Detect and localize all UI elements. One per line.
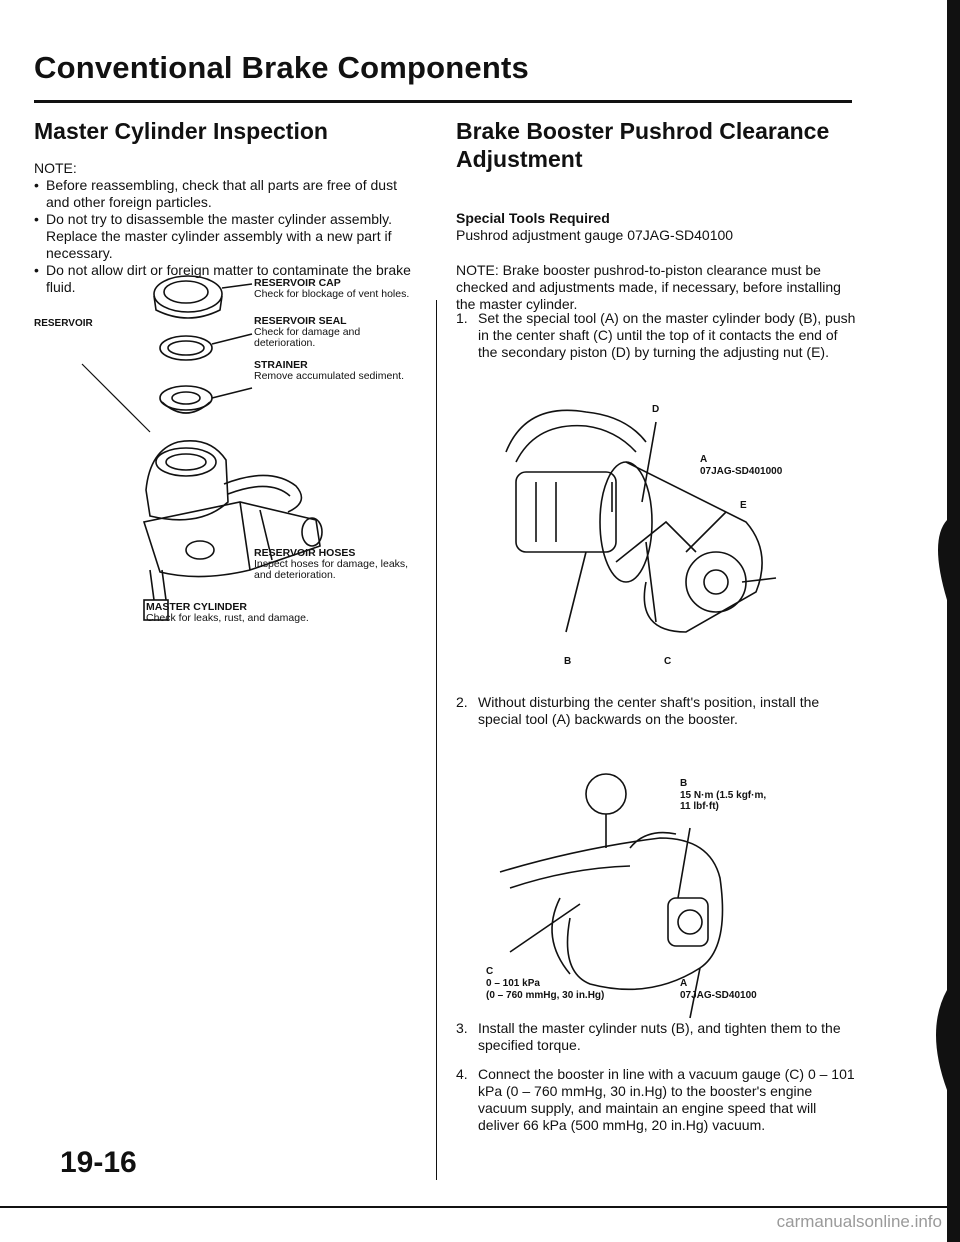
step-text: Connect the booster in line with a vacuum gauge (C) 0 – 101 kPa (0 – 760 mmHg, 30 in.Hg) to the booster's engine vacuum supply, and maintain an engine speed that will deliver 66 kPa (500 mmHg, 20 in.Hg) vacuum. — [478, 1066, 855, 1133]
step-number: 3. — [456, 1020, 468, 1036]
fig2-label-c: C — [486, 966, 494, 977]
fig1-label-a: A — [700, 454, 708, 465]
page-edge-marks — [929, 0, 960, 1242]
step-text: Set the special tool (A) on the master cylinder body (B), push in the center shaft (C) until the top of it contacts the end of the secondary piston (D) by turning the adjusting nut (E). — [478, 310, 856, 360]
special-tool-on-cylinder-drawing — [496, 382, 796, 662]
callout-reservoir-cap — [254, 278, 424, 300]
callout-title: RESERVOIR CAP — [254, 277, 341, 289]
master-cylinder-heading: Master Cylinder Inspection — [34, 118, 328, 144]
note-item: • Do not allow dirt or foreign matter to contaminate the brake fluid. — [34, 262, 424, 296]
note-label: NOTE: — [34, 160, 77, 176]
step-2 — [456, 694, 866, 728]
step-text: Without disturbing the center shaft's position, install the special tool (A) backwards on the booster. — [478, 694, 820, 727]
callout-title: MASTER CYLINDER — [146, 601, 247, 613]
callout-title: RESERVOIR HOSES — [254, 547, 356, 559]
booster-heading-line2: Adjustment — [456, 146, 583, 172]
fig2-gauge-range: 0 – 101 kPa — [486, 978, 540, 989]
fig2-label-a: A — [680, 978, 688, 989]
callout-desc: Check for damage and deterioration. — [254, 326, 361, 349]
special-tools-text: Pushrod adjustment gauge 07JAG-SD40100 — [456, 227, 734, 243]
fig1-label-e: E — [740, 500, 747, 511]
callout-reservoir-seal — [254, 316, 424, 349]
callout-strainer — [254, 360, 424, 382]
fig1-label-b: B — [564, 656, 572, 667]
reservoir-leader-lines — [54, 336, 164, 436]
page-title: Conventional Brake Components — [34, 50, 529, 85]
fig2-tool: 07JAG-SD40100 — [680, 990, 757, 1001]
callout-master-cylinder — [146, 602, 406, 624]
page-number: 19-16 — [60, 1146, 137, 1179]
fig2-label-b: B — [680, 778, 688, 789]
note-item: • Do not try to disassemble the master cylinder assembly. Replace the master cylinder assembly with a new part if necessary. — [34, 211, 424, 262]
fig2-torque-2: 11 lbf·ft) — [680, 801, 719, 812]
watermark: carmanualsonline.info — [776, 1212, 942, 1231]
title-rule — [34, 100, 852, 103]
callout-reservoir-hoses — [254, 548, 424, 581]
reservoir-label: RESERVOIR — [34, 318, 93, 329]
booster-heading-line1: Brake Booster Pushrod Clearance — [456, 118, 830, 144]
fig2-gauge-range-2: (0 – 760 mmHg, 30 in.Hg) — [486, 990, 605, 1001]
callout-desc: Remove accumulated sediment. — [254, 370, 404, 382]
bottom-rule — [0, 1206, 960, 1208]
steps-3-4 — [456, 1020, 856, 1134]
booster-note: NOTE: Brake booster pushrod-to-piston clearance must be checked and adjustments made, if necessary, before installing the master cylinder. — [456, 262, 841, 312]
callout-title: STRAINER — [254, 359, 308, 371]
step-number: 2. — [456, 694, 468, 710]
step-1 — [456, 310, 856, 361]
step-number: 1. — [456, 310, 468, 326]
special-tools-label: Special Tools Required — [456, 210, 610, 226]
fig1-label-c: C — [664, 656, 672, 667]
step-number: 4. — [456, 1066, 468, 1082]
callout-desc: Check for blockage of vent holes. — [254, 288, 410, 300]
callout-desc: Check for leaks, rust, and damage. — [146, 612, 309, 624]
step-text: Install the master cylinder nuts (B), and tighten them to the specified torque. — [478, 1020, 841, 1053]
fig1-label-tool: 07JAG-SD401000 — [700, 466, 783, 477]
callout-title: RESERVOIR SEAL — [254, 315, 347, 327]
column-divider — [436, 300, 437, 1180]
note-item: • Before reassembling, check that all parts are free of dust and other foreign particles. — [34, 177, 424, 211]
fig1-label-d: D — [652, 404, 660, 415]
fig2-torque: 15 N·m (1.5 kgf·m, — [680, 790, 767, 801]
callout-desc: Inspect hoses for damage, leaks, and deterioration. — [254, 558, 409, 581]
